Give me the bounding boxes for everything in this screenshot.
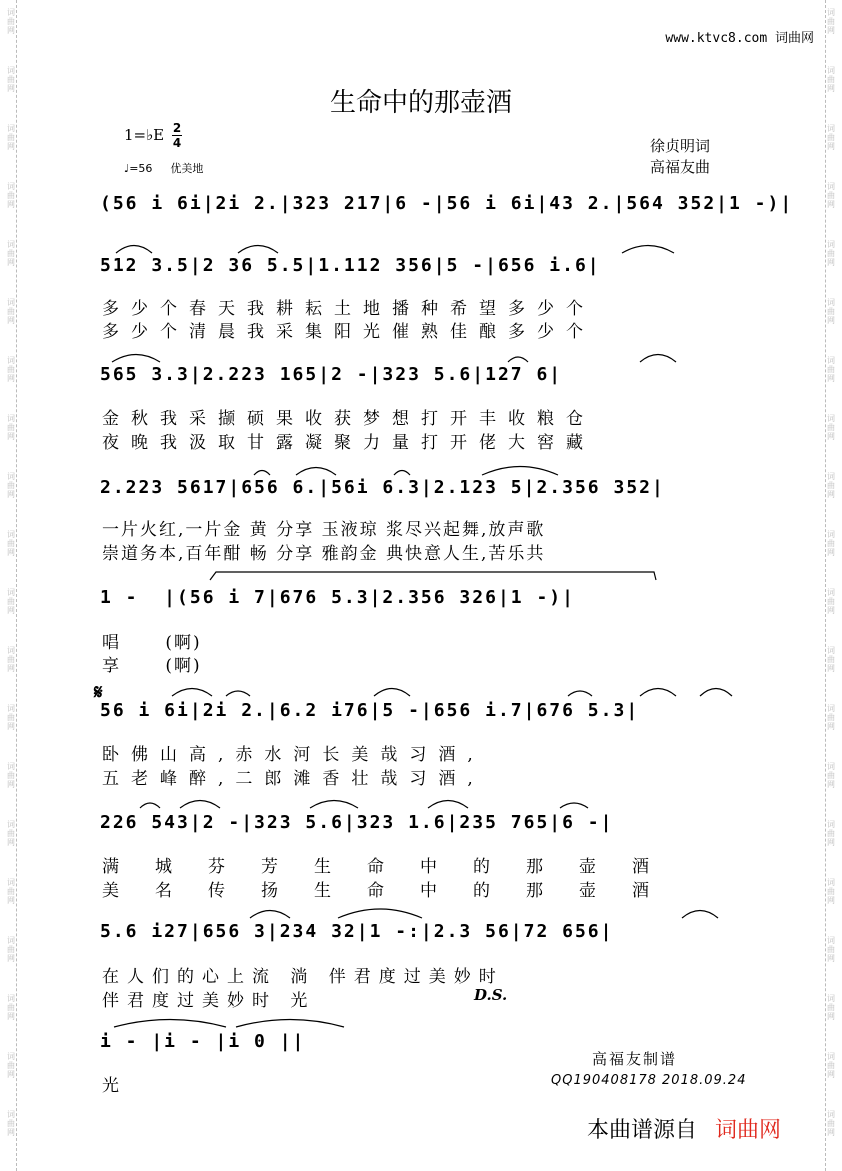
side-watermark-left: 词 曲 网	[7, 66, 15, 93]
side-watermark-left: 词 曲 网	[7, 936, 15, 963]
tempo-style: 优美地	[170, 162, 204, 175]
lyric-verse-1: 满城芬芳生命中的那壶酒	[102, 857, 685, 877]
side-watermark-right: 词 曲 网	[827, 646, 835, 673]
music-row-7	[100, 812, 745, 852]
side-watermark-right: 词 曲 网	[827, 472, 835, 499]
side-watermark-right: 词 曲 网	[827, 298, 835, 325]
side-watermark-right: 词 曲 网	[827, 8, 835, 35]
side-watermark-left: 词 曲 网	[7, 820, 15, 847]
credits	[650, 136, 710, 178]
lyric-verse-2: 五老峰醉,二郎滩香壮哉习酒,	[102, 769, 485, 789]
side-watermark-left: 词 曲 网	[7, 240, 15, 267]
side-watermark-right: 词 曲 网	[827, 588, 835, 615]
music-row-1	[100, 193, 794, 233]
side-watermark-right: 词 曲 网	[827, 1110, 835, 1137]
music-row-3	[100, 364, 745, 404]
side-watermark-left: 词 曲 网	[7, 182, 15, 209]
ds-marking: D.S.	[474, 986, 508, 1004]
music-row-8	[100, 921, 745, 961]
notation-line: 226 543|2 -|323 5.6|323 1.6|235 765|6 -|	[100, 812, 614, 833]
lyric-verse-1: 一片火红,一片金 黄 分享 玉液琼 浆尽兴起舞,放声歌	[102, 520, 546, 540]
notation-line: 56 i 6i|2i 2.|6.2 i76|5 -|656 i.7|676 5.3|	[100, 700, 640, 721]
side-watermark-left: 词 曲 网	[7, 588, 15, 615]
notation-line: 512 3.5|2 36 5.5|1.112 356|5 -|656 i.6|	[100, 255, 601, 276]
time-signature-top: 2	[172, 121, 182, 135]
side-watermark-left: 词 曲 网	[7, 762, 15, 789]
side-watermark-left: 词 曲 网	[7, 8, 15, 35]
side-watermark-left: 词 曲 网	[7, 530, 15, 557]
transcriber-contact-date: QQ190408178 2018.09.24	[551, 1073, 747, 1088]
source-banner	[587, 1113, 781, 1144]
tempo-marking	[124, 160, 203, 176]
music-row-4	[100, 477, 745, 517]
lyric-verse-2: 夜晚我汲取甘露凝聚力量打开佬大窖藏	[102, 433, 595, 453]
side-watermark-right: 词 曲 网	[827, 66, 835, 93]
side-watermark-right: 词 曲 网	[827, 124, 835, 151]
side-watermark-left: 词 曲 网	[7, 124, 15, 151]
source-label: 本曲谱源自	[587, 1118, 698, 1143]
side-watermark-right: 词 曲 网	[827, 182, 835, 209]
notation-line: 5.6 i27|656 3|234 32|1 -:|2.3 56|72 656|	[100, 921, 614, 942]
side-watermark-right: 词 曲 网	[827, 936, 835, 963]
lyric-verse-1: 卧佛山高,赤水河长美哉习酒,	[102, 745, 485, 765]
notation-line: 1 - |(56 i 7|676 5.3|2.356 326|1 -)|	[100, 587, 575, 608]
composer-credit: 高福友曲	[650, 158, 711, 176]
side-watermark-right: 词 曲 网	[827, 1052, 835, 1079]
side-watermark-left: 词 曲 网	[7, 878, 15, 905]
notation-line: i - |i - |i 0 ||	[100, 1031, 306, 1052]
lyric-verse-1: 唱 (啊)	[102, 633, 202, 653]
side-watermark-left: 词 曲 网	[7, 298, 15, 325]
side-watermark-right: 词 曲 网	[827, 820, 835, 847]
song-title: 生命中的那壶酒	[329, 88, 512, 118]
side-watermark-left: 词 曲 网	[7, 356, 15, 383]
side-watermark-left: 词 曲 网	[7, 646, 15, 673]
notation-line: (56 i 6i|2i 2.|323 217|6 -|56 i 6i|43 2.|564 352|1 -)|	[100, 193, 794, 214]
notation-line: 2.223 5617|656 6.|56i 6.3|2.123 5|2.356 352|	[100, 477, 665, 498]
lyric-verse-2: 伴君度过美妙时 光	[102, 991, 316, 1011]
lyric-verse-1: 多少个春天我耕耘土地播种希望多少个	[102, 299, 595, 319]
time-signature	[172, 122, 182, 149]
notation-line: 565 3.3|2.223 165|2 -|323 5.6|127 6|	[100, 364, 563, 385]
lyricist-credit: 徐贞明词	[650, 137, 711, 155]
music-row-5	[100, 587, 745, 627]
tempo-bpm: ♩=56	[124, 162, 153, 175]
key-signature: 1=♭E	[124, 126, 165, 144]
source-brand-link[interactable]: 词曲网	[715, 1118, 782, 1143]
side-watermark-left: 词 曲 网	[7, 704, 15, 731]
lyric-verse-1: 光	[102, 1076, 131, 1096]
music-row-6	[100, 700, 745, 740]
side-watermark-left: 词 曲 网	[7, 472, 15, 499]
lyric-verse-2: 崇道务本,百年酣 畅 分享 雅韵金 典快意人生,苦乐共	[102, 544, 546, 564]
side-watermark-right: 词 曲 网	[827, 878, 835, 905]
lyric-verse-2: 美名传扬生命中的那壶酒	[102, 881, 685, 901]
segno-sign: 𝄋	[94, 680, 103, 704]
lyric-verse-2: 多少个清晨我采集阳光催熟佳酿多少个	[102, 322, 595, 342]
side-watermark-right: 词 曲 网	[827, 240, 835, 267]
lyric-verse-1: 在人们的心上流 淌 伴君度过美妙时	[102, 967, 504, 987]
side-watermark-left: 词 曲 网	[7, 414, 15, 441]
music-row-2	[100, 255, 745, 295]
side-watermark-right: 词 曲 网	[827, 530, 835, 557]
lyric-verse-2: 享 (啊)	[102, 656, 202, 676]
time-signature-bottom: 4	[172, 136, 182, 150]
side-watermark-left: 词 曲 网	[7, 994, 15, 1021]
side-watermark-right: 词 曲 网	[827, 704, 835, 731]
side-watermark-right: 词 曲 网	[827, 762, 835, 789]
transcriber-credit: 高福友制谱	[592, 1050, 678, 1068]
site-watermark: www.ktvc8.com 词曲网	[665, 31, 814, 46]
side-watermark-left: 词 曲 网	[7, 1110, 15, 1137]
side-watermark-right: 词 曲 网	[827, 356, 835, 383]
side-watermark-right: 词 曲 网	[827, 414, 835, 441]
lyric-verse-1: 金秋我采撷硕果收获梦想打开丰收粮仓	[102, 409, 595, 429]
side-watermark-left: 词 曲 网	[7, 1052, 15, 1079]
side-watermark-right: 词 曲 网	[827, 994, 835, 1021]
